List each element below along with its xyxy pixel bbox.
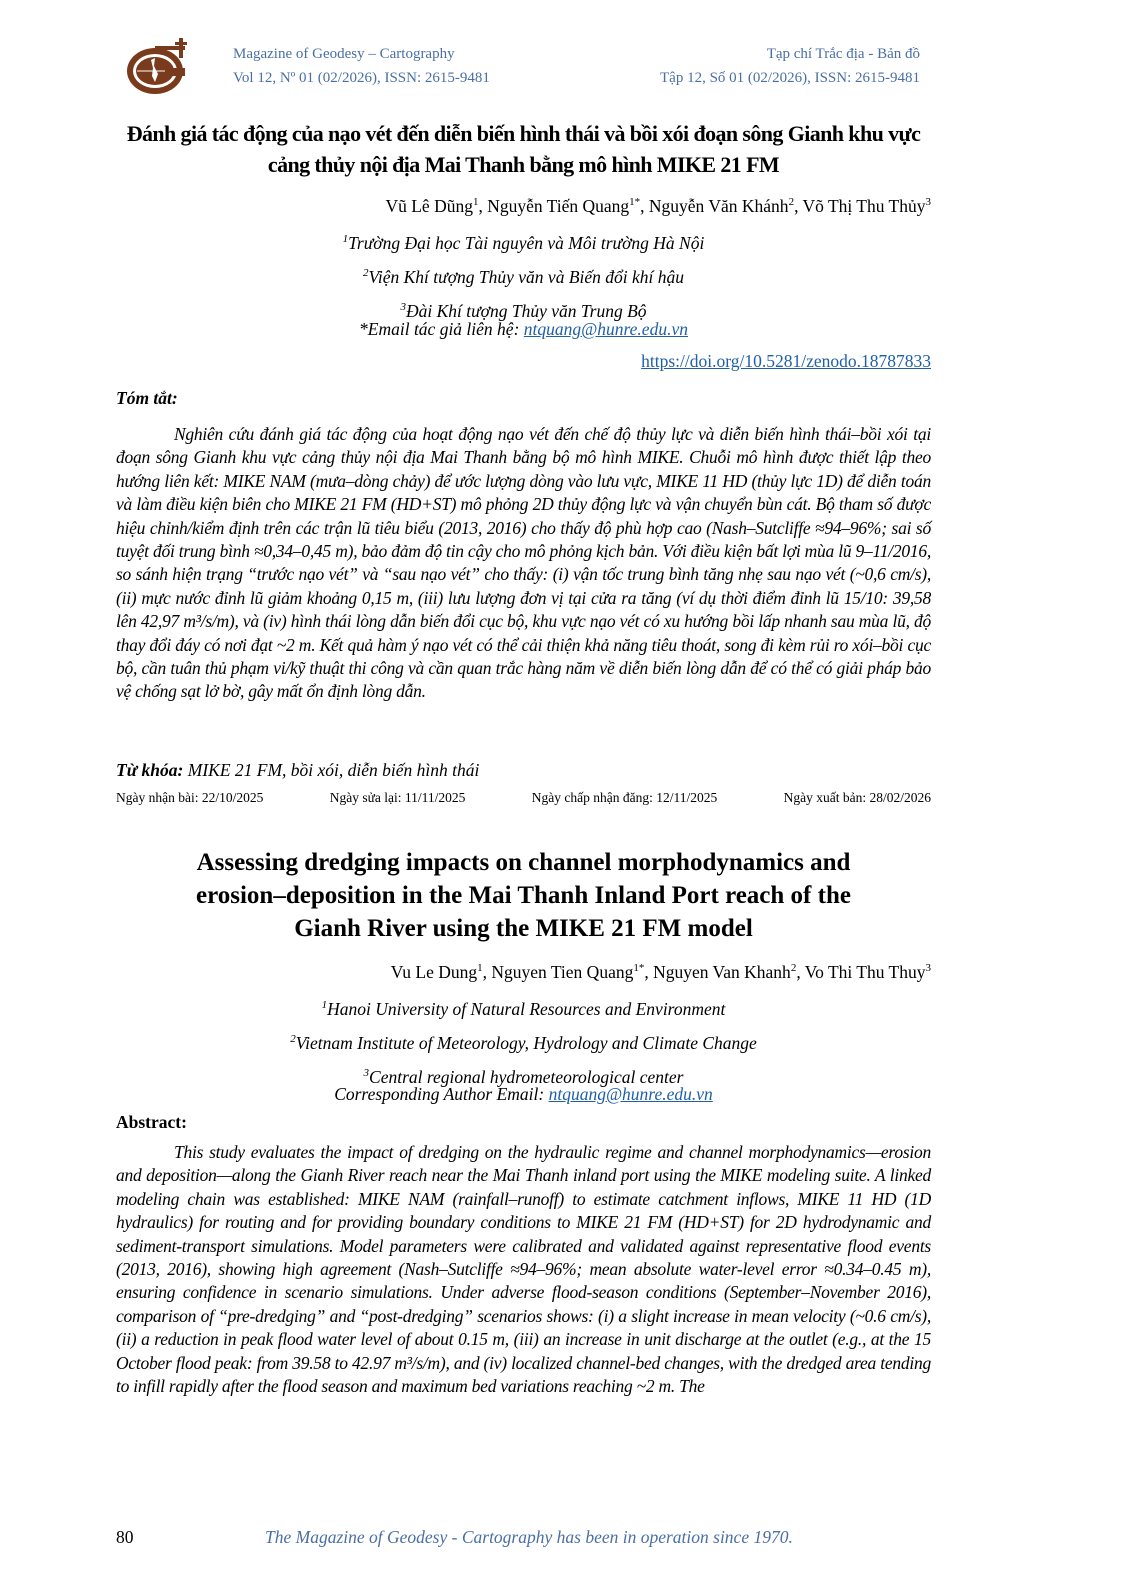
title-en-line: Assessing dredging impacts on channel morphodynamics and — [196, 849, 851, 876]
email-link-vi[interactable]: ntquang@hunre.edu.vn — [523, 319, 688, 339]
affiliation-number: 1 — [321, 999, 328, 1011]
affiliation — [116, 224, 931, 258]
authors-en — [116, 957, 931, 983]
affiliation-text: Hanoi University of Natural Resources and Environment — [327, 998, 726, 1019]
email-label-en: Corresponding Author Email: — [334, 1084, 549, 1104]
author-affiliation-mark: 2 — [790, 962, 797, 974]
author-name: Nguyễn Tiến Quang — [487, 195, 630, 216]
journal-name-vi: Tạp chí Trắc địa - Bản đồ — [766, 46, 920, 62]
author-name: Vu Le Dung — [390, 961, 478, 982]
title-en-line: Gianh River using the MIKE 21 FM model — [294, 915, 753, 942]
author-affiliation-mark: 1* — [629, 196, 641, 208]
page-header — [125, 38, 920, 98]
affiliation-number: 1 — [342, 233, 349, 245]
volume-info-vi: Tập 12, Số 01 (02/2026), ISSN: 2615-9481 — [660, 70, 920, 86]
abstract-vi: Nghiên cứu đánh giá tác động của hoạt động nạo vét đến chế độ thủy lực và diễn biến hình thái–bồi xói tại đoạn sông Gianh khu vực cảng thủy nội địa Mai Thanh bằng bộ mô hình MIKE. Chuỗi mô hình được thiết lập theo hướng liên kết: MIKE NAM (mưa–dòng chảy) để ước lượng dòng vào lưu vực, MIKE 11 HD (thủy lực 1D) để diễn toán và làm điều kiện biên cho MIKE 21 FM (HD+ST) mô phỏng 2D thủy động lực và vận chuyển bùn cát. Bộ tham số được hiệu chỉnh/kiểm định trên các trận lũ tiêu biểu (2013, 2016) cho thấy độ phù hợp cao (Nash–Sutcliffe ≈94–96%; sai số tuyệt đối trung bình ≈0,34–0,45 m), bảo đảm độ tin cậy cho mô phỏng kịch bản. Với điều kiện bất lợi mùa lũ 9–11/2016, so sánh hiện trạng “trước nạo vét” và “sau nạo vét” cho thấy: (i) vận tốc trung bình tăng nhẹ sau nạo vét (~0,6 cm/s), (ii) mực nước đỉnh lũ giảm khoảng 0,15 m, (iii) lưu lượng đơn vị tại cửa ra tăng (ví dụ thời điểm đỉnh lũ 15/10: 39,58 lên 42,97 m³/s/m), và (iv) hình thái lòng dẫn biến đổi cục bộ, khu vực nạo vét có xu hướng bồi lấp nhanh sau mùa lũ, độ thay đổi đáy có nơi đạt ~2 m. Kết quả hàm ý nạo vét có thể cải thiện khả năng tiêu thoát, song đi kèm rủi ro xói–bồi cục bộ, cần tuân thủ phạm vi/kỹ thuật thi công và cần quan trắc hàng năm về diễn biến lòng dẫn để có thể có giải pháp bảo vệ chống sạt lở bờ, gây mất ổn định lòng dẫn. — [116, 424, 931, 702]
date-revised: Ngày sửa lại: 11/11/2025 — [329, 790, 466, 805]
author-separator: , — [482, 961, 492, 982]
author-separator: , — [644, 961, 654, 982]
author-name: Vũ Lê Dũng — [385, 195, 473, 216]
page-number: 80 — [116, 1527, 134, 1547]
author-name: Võ Thị Thu Thủy — [802, 195, 926, 216]
affiliation — [116, 258, 931, 292]
author-affiliation-mark: 2 — [788, 196, 795, 208]
affiliation-text: Viện Khí tượng Thủy văn và Biến đổi khí hậu — [368, 266, 685, 287]
affiliation-number: 2 — [290, 1032, 296, 1045]
affiliation-text: Đài Khí tượng Thủy văn Trung Bộ — [405, 300, 647, 321]
affiliation-text: Trường Đại học Tài nguyên và Môi trường Hà Nội — [348, 232, 705, 253]
date-published: Ngày xuất bản: 28/02/2026 — [783, 790, 931, 805]
abstract-heading-vi: Tóm tắt: — [116, 388, 178, 408]
journal-logo-icon — [125, 38, 195, 96]
date-accepted: Ngày chấp nhận đăng: 12/11/2025 — [531, 790, 718, 805]
affiliation-text: Central regional hydrometeorological center — [369, 1066, 684, 1087]
author-separator: , — [796, 961, 805, 982]
footer-tagline: The Magazine of Geodesy - Cartography has been in operation since 1970. — [265, 1527, 793, 1547]
author-affiliation-mark: 3 — [925, 196, 931, 208]
keywords-label: Từ khóa: — [116, 760, 184, 780]
title-en — [116, 846, 931, 945]
affiliation-number: 3 — [400, 300, 406, 313]
affiliations-en — [116, 990, 931, 1091]
author-affiliation-mark: 1 — [472, 196, 479, 208]
author-affiliation-mark: 3 — [925, 962, 931, 974]
doi-link[interactable]: https://doi.org/10.5281/zenodo.18787833 — [641, 351, 931, 371]
email-line-vi — [116, 314, 931, 344]
title-en-line: erosion–deposition in the Mai Thanh Inland Port reach of the — [196, 882, 851, 909]
author-affiliation-mark: 1* — [633, 962, 645, 974]
author-name: Nguyen Van Khanh — [653, 961, 791, 982]
keywords-vi — [116, 760, 931, 781]
author-separator: , — [794, 195, 803, 216]
author-separator: , — [640, 195, 649, 216]
email-link-en[interactable]: ntquang@hunre.edu.vn — [548, 1084, 713, 1104]
author-name: Nguyễn Văn Khánh — [648, 195, 789, 216]
abstract-en: This study evaluates the impact of dredging on the hydraulic regime and channel morphodynamics—erosion and deposition—along the Gianh River reach near the Mai Thanh inland port using the MIKE modeling suite. A linked modeling chain was established: MIKE NAM (rainfall–runoff) to estimate catchment inflows, MIKE 11 HD (1D hydraulics) for routing and for providing boundary conditions to MIKE 21 FM (HD+ST) for 2D hydrodynamic and sediment-transport simulations. Model parameters were calibrated and validated against representative flood events (2013, 2016), showing high agreement (Nash–Sutcliffe ≈94–96%; mean absolute water-level error ≈0.34–0.45 m), ensuring confidence in scenario simulations. Under adverse flood-season conditions (September–November 2016), comparison of “pre-dredging” and “post-dredging” scenarios shows: (i) a slight increase in mean velocity (~0.6 cm/s), (ii) a reduction in peak flood water level of about 0.15 m, (iii) an increase in unit discharge at the outlet (e.g., at the 15 October flood peak: from 39.58 to 42.97 m³/s/m), and (iv) localized channel-bed changes, with the dredged area tending to infill rapidly after the flood season and maximum bed variations reaching ~2 m. The — [116, 1142, 931, 1397]
affiliation — [116, 990, 931, 1024]
affiliation — [116, 1024, 931, 1058]
affiliation-number: 3 — [363, 1066, 370, 1079]
author-name: Vo Thi Thu Thuy — [804, 961, 926, 982]
author-name: Nguyen Tien Quang — [491, 961, 634, 982]
title-vi: Đánh giá tác động của nạo vét đến diễn biến hình thái và bồi xói đoạn sông Gianh khu vực cảng thủy nội địa Mai Thanh bằng mô hình MIKE 21 FM — [126, 121, 921, 177]
doi-line — [116, 351, 931, 372]
abstract-heading-en: Abstract: — [116, 1112, 187, 1132]
author-affiliation-mark: 1 — [477, 962, 483, 974]
date-received: Ngày nhận bài: 22/10/2025 — [116, 790, 264, 805]
affiliation-text: Vietnam Institute of Meteorology, Hydrology and Climate Change — [295, 1032, 757, 1053]
authors-vi — [116, 191, 931, 217]
email-label-vi: *Email tác giả liên hệ: — [359, 319, 524, 339]
article-dates — [116, 790, 931, 806]
affiliations-vi — [116, 224, 931, 325]
keywords-list: MIKE 21 FM, bồi xói, diễn biến hình thái — [183, 760, 480, 780]
volume-info-en: Vol 12, Nº 01 (02/2026), ISSN: 2615-9481 — [233, 70, 490, 86]
email-line-en — [116, 1079, 931, 1109]
journal-name-en: Magazine of Geodesy – Cartography — [233, 46, 455, 62]
author-separator: , — [478, 195, 488, 216]
affiliation-number: 2 — [362, 266, 369, 279]
